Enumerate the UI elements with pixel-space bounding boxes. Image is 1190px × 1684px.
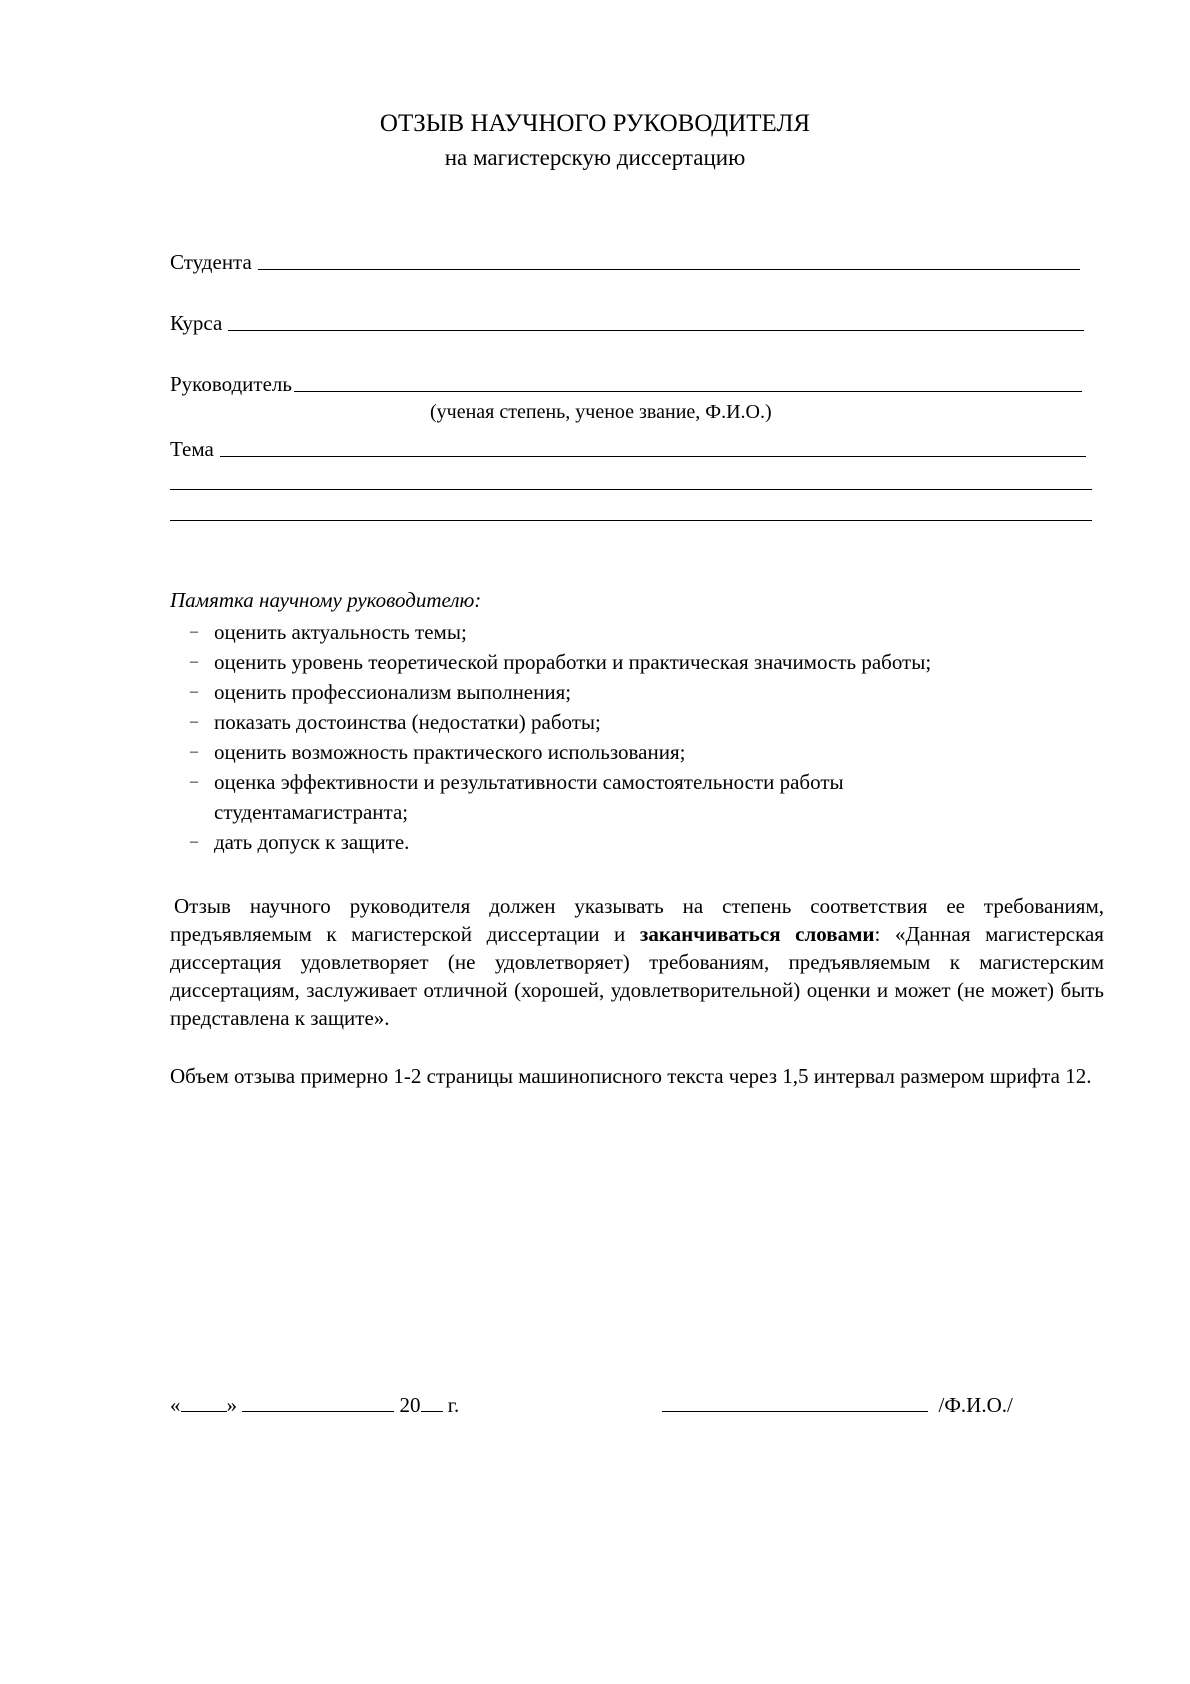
topic-line-3[interactable] (170, 520, 1092, 521)
dash-bullet: – (190, 623, 198, 640)
date-block: « » 20 г. (170, 1393, 460, 1417)
memo-title: Памятка научному руководителю: (170, 588, 482, 612)
volume-paragraph: Объем отзыва примерно 1-2 страницы машинописного текста через 1,5 интервал размером шрифта 12. (170, 1064, 1092, 1088)
student-label: Студента (170, 250, 252, 274)
supervisor-line[interactable] (294, 391, 1082, 392)
list-item: – оценить уровень теоретической проработки и практическая значимость работы; (190, 647, 1080, 677)
student-line[interactable] (258, 269, 1080, 270)
document-title: ОТЗЫВ НАУЧНОГО РУКОВОДИТЕЛЯ (379, 110, 811, 137)
topic-line-1[interactable] (220, 456, 1086, 457)
topic-field (170, 437, 1086, 461)
list-item: – показать достоинства (недостатки) работы; (190, 707, 1080, 737)
memo-list (190, 617, 1080, 857)
conclusion-paragraph: Отзыв научного руководителя должен указывать на степень соответствия ее требованиям, предъявляемым к магистерской диссертации и заканчиваться словами: «Данная магистерская диссертация удовлетворяет (не удовлетворяет) требованиям, предъявляемым к магистерским диссертациям, заслуживает отличной (хорошей, удовлетворительной) оценки и может (не может) быть представлена к защите». (170, 894, 1104, 1030)
dash-bullet: – (190, 713, 198, 730)
supervisor-hint: (ученая степень, ученое звание, Ф.И.О.) (430, 401, 772, 423)
document-subtitle: на магистерскую диссертацию (444, 145, 746, 170)
supervisor-label: Руководитель (170, 372, 292, 396)
day-blank[interactable] (181, 1411, 227, 1412)
topic-line-2[interactable] (170, 489, 1092, 490)
list-item: – оценка эффективности и результативности самостоятельности работы студентамагистранта; (190, 767, 1080, 827)
signature-blank[interactable] (662, 1411, 928, 1412)
bold-phrase: заканчиваться словами (639, 922, 875, 946)
dash-bullet: – (190, 773, 198, 790)
signature-block (662, 1392, 1013, 1418)
student-field (170, 250, 1080, 274)
dash-bullet: – (190, 683, 198, 700)
course-field (170, 311, 1084, 335)
course-label: Курса (170, 311, 223, 335)
title-block (0, 108, 1190, 174)
list-item: – оценить актуальность темы; (190, 617, 1080, 647)
list-item: – дать допуск к защите. (190, 827, 1080, 857)
signature-name: /Ф.И.О./ (938, 1393, 1013, 1417)
list-item: – оценить возможность практического использования; (190, 737, 1080, 767)
topic-label: Тема (170, 437, 214, 461)
dash-bullet: – (190, 833, 198, 850)
month-blank[interactable] (242, 1411, 394, 1412)
supervisor-field (170, 372, 1082, 396)
course-line[interactable] (228, 330, 1084, 331)
year-blank[interactable] (421, 1411, 443, 1412)
dash-bullet: – (190, 743, 198, 760)
dash-bullet: – (190, 653, 198, 670)
list-item: – оценить профессионализм выполнения; (190, 677, 1080, 707)
